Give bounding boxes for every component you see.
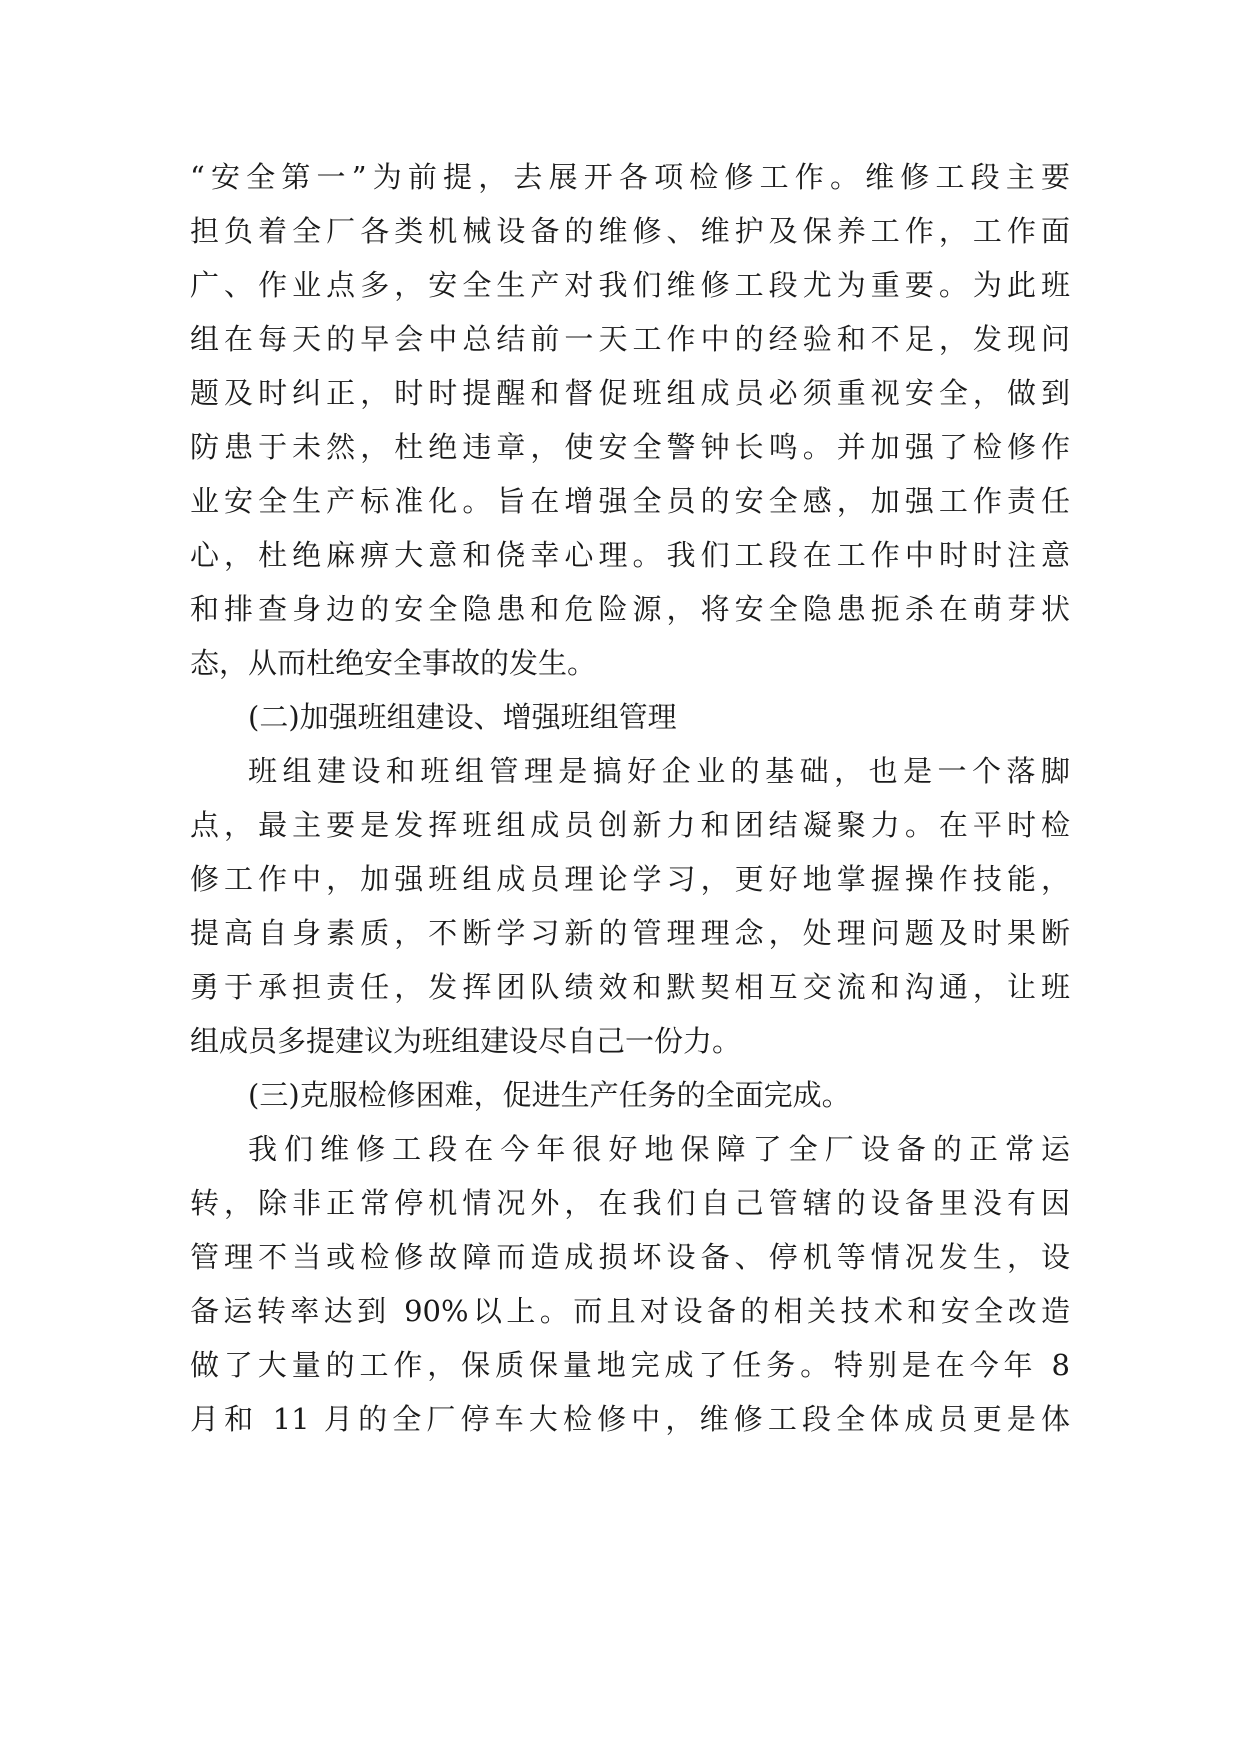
text-line: 担负着全厂各类机械设备的维修、维护及保养工作，工作面 bbox=[190, 214, 1070, 248]
text-line: 备运转率达到 90%以上。而且对设备的相关技术和安全改造 bbox=[190, 1294, 1070, 1328]
text-line: 转，除非正常停机情况外，在我们自己管辖的设备里没有因 bbox=[190, 1186, 1070, 1220]
text-line: 修工作中，加强班组成员理论学习，更好地掌握操作技能， bbox=[190, 862, 1070, 896]
text-line: 我们维修工段在今年很好地保障了全厂设备的正常运 bbox=[248, 1132, 1070, 1166]
text-line: 防患于未然，杜绝违章，使安全警钟长鸣。并加强了检修作 bbox=[190, 430, 1070, 464]
text-line: 班组建设和班组管理是搞好企业的基础，也是一个落脚 bbox=[248, 754, 1070, 788]
text-line: “安全第一”为前提，去展开各项检修工作。维修工段主要 bbox=[190, 160, 1070, 194]
text-line: 组成员多提建议为班组建设尽自己一份力。 bbox=[190, 1024, 742, 1058]
text-line: 广、作业点多，安全生产对我们维修工段尤为重要。为此班 bbox=[190, 268, 1070, 302]
text-line: 管理不当或检修故障而造成损坏设备、停机等情况发生，设 bbox=[190, 1240, 1070, 1274]
text-line: 态，从而杜绝安全事故的发生。 bbox=[190, 646, 597, 680]
text-line: 题及时纠正，时时提醒和督促班组成员必须重视安全，做到 bbox=[190, 376, 1070, 410]
section-heading: (三)克服检修困难，促进生产任务的全面完成。 bbox=[248, 1078, 851, 1112]
text-line: 提高自身素质，不断学习新的管理理念，处理问题及时果断 bbox=[190, 916, 1070, 950]
text-line: 业安全生产标准化。旨在增强全员的安全感，加强工作责任 bbox=[190, 484, 1070, 518]
text-line: 勇于承担责任，发挥团队绩效和默契相互交流和沟通，让班 bbox=[190, 970, 1070, 1004]
text-line: 点，最主要是发挥班组成员创新力和团结凝聚力。在平时检 bbox=[190, 808, 1070, 842]
text-line: 做了大量的工作，保质保量地完成了任务。特别是在今年 8 bbox=[190, 1348, 1070, 1382]
section-heading: (二)加强班组建设、增强班组管理 bbox=[248, 700, 677, 734]
text-line: 月和 11 月的全厂停车大检修中，维修工段全体成员更是体 bbox=[190, 1402, 1070, 1436]
text-line: 心，杜绝麻痹大意和侥幸心理。我们工段在工作中时时注意 bbox=[190, 538, 1070, 572]
text-line: 组在每天的早会中总结前一天工作中的经验和不足，发现问 bbox=[190, 322, 1070, 356]
text-line: 和排查身边的安全隐患和危险源，将安全隐患扼杀在萌芽状 bbox=[190, 592, 1070, 626]
